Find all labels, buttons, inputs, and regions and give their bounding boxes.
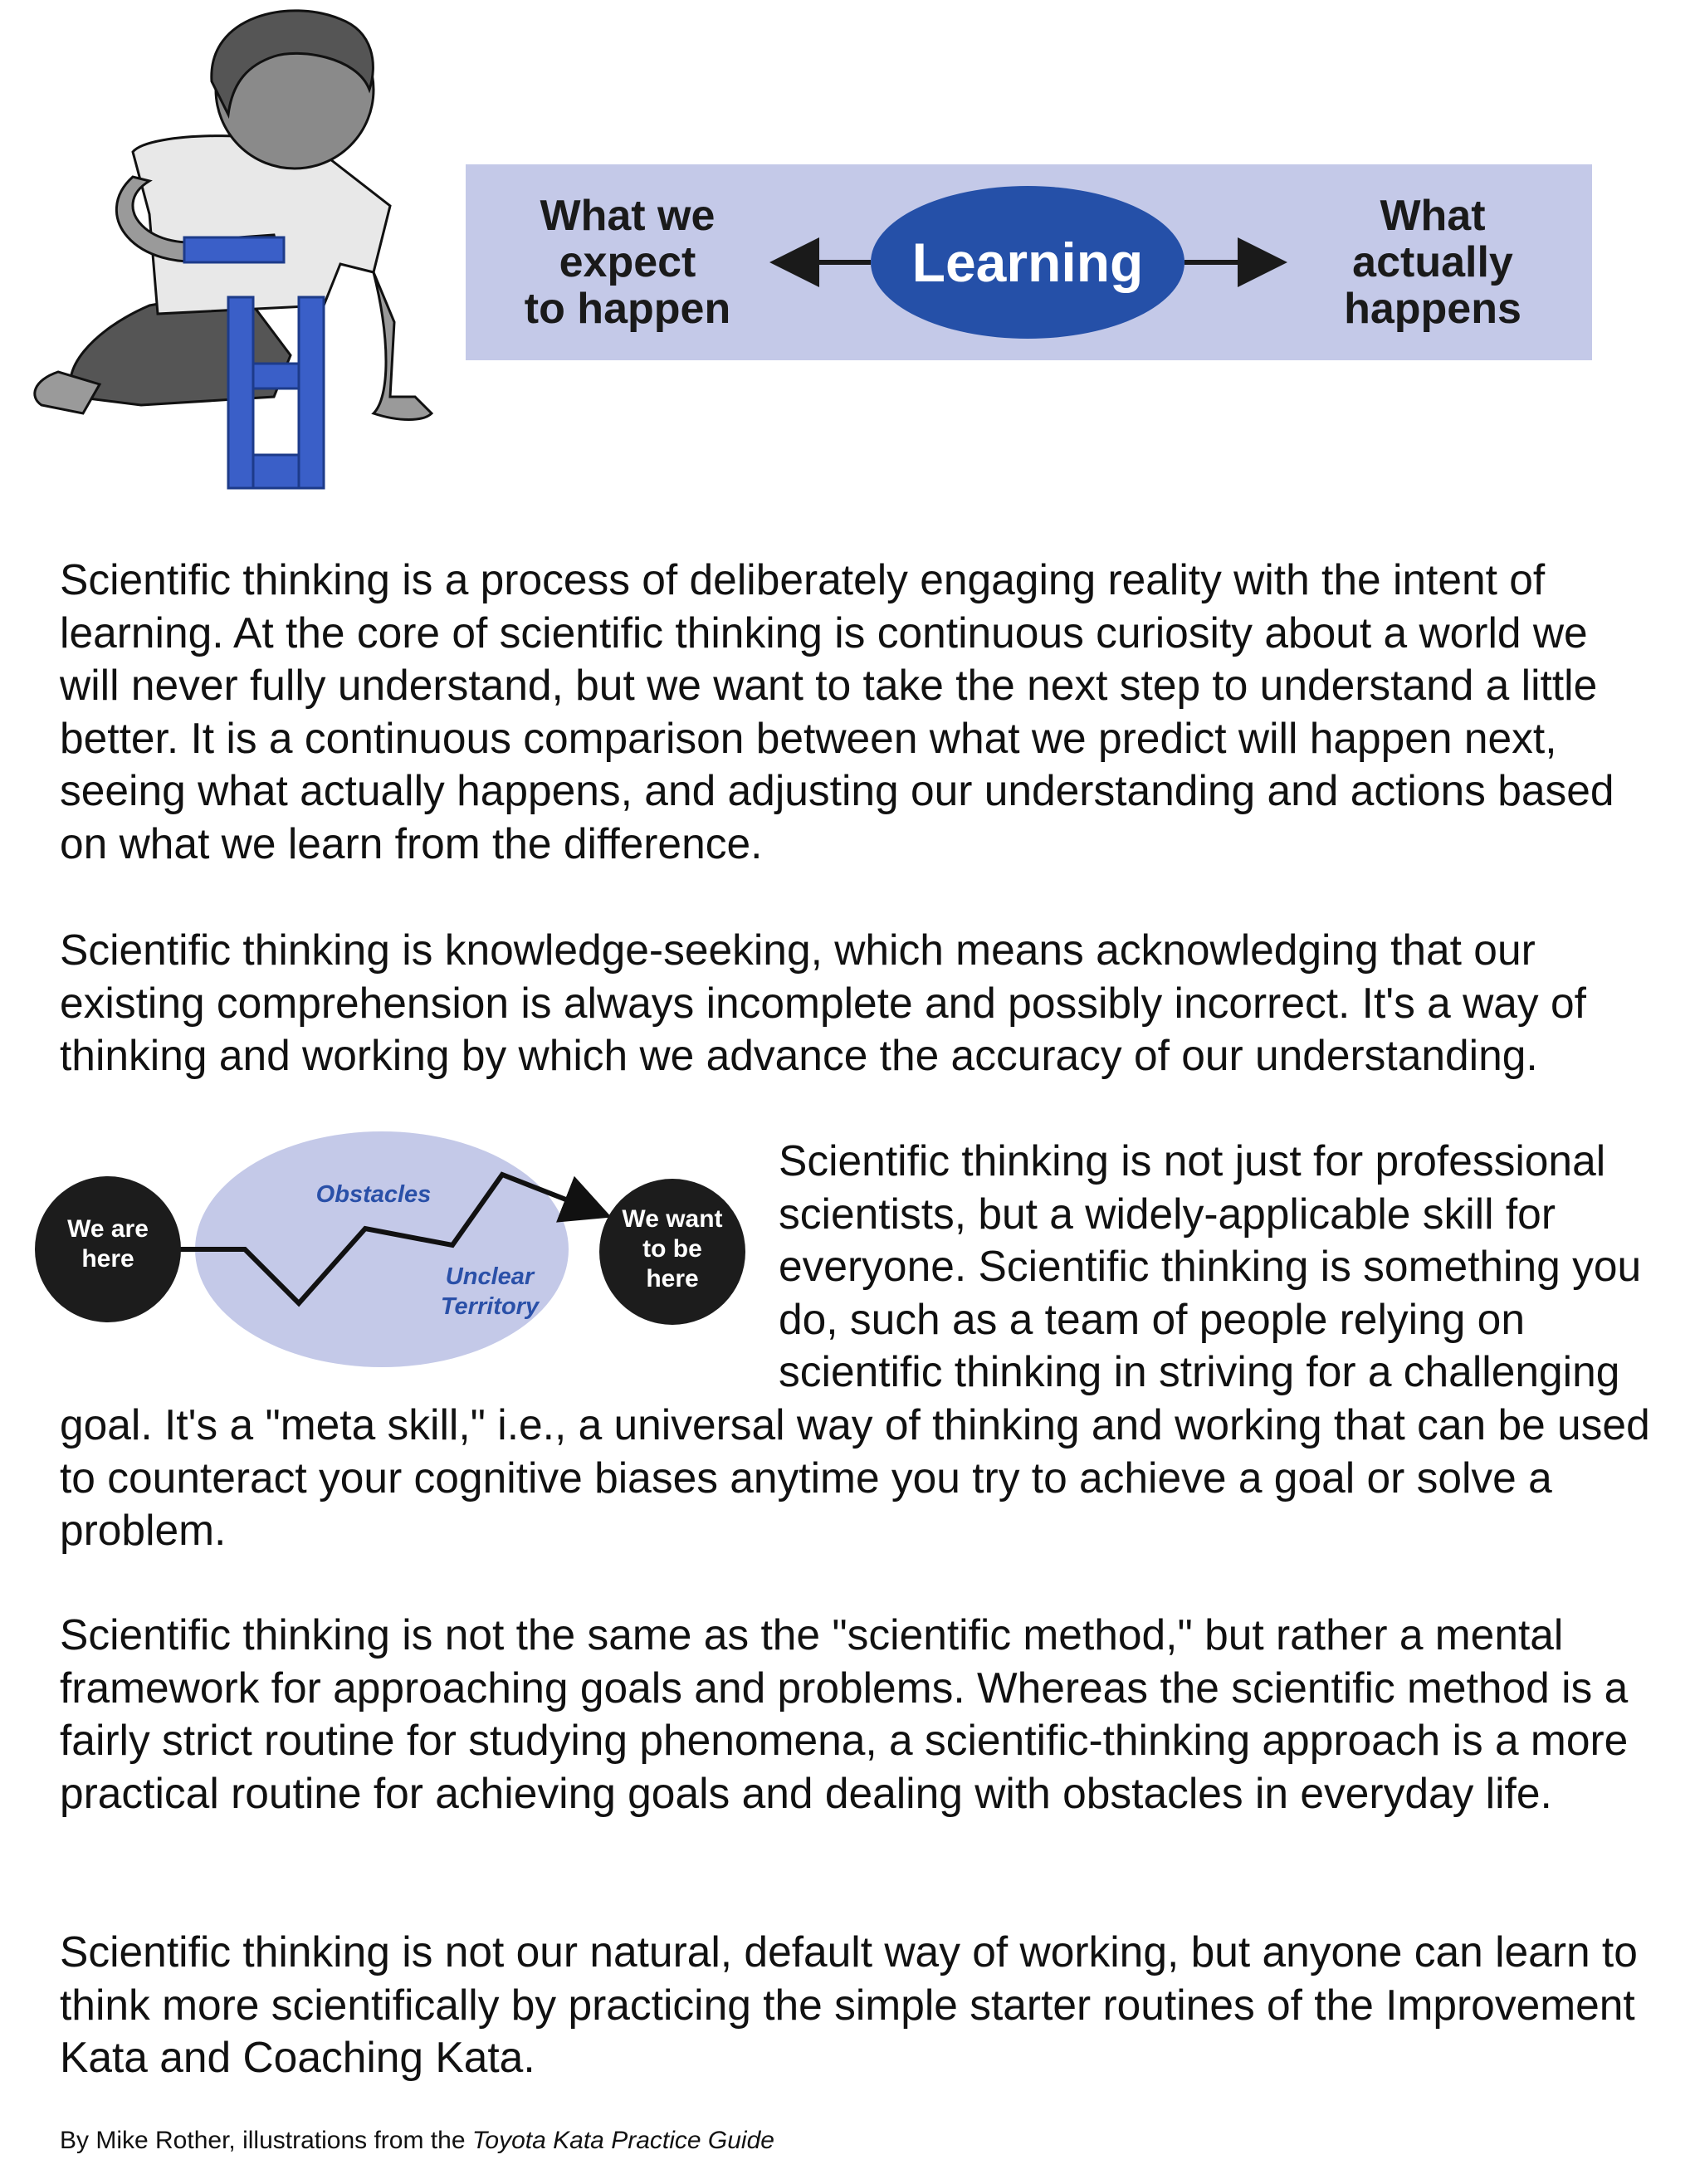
expect-to-happen-label: What we expect to happen bbox=[524, 192, 731, 333]
we-are-here-label: We are here bbox=[67, 1215, 149, 1273]
credit-book-title: Toyota Kata Practice Guide bbox=[471, 2127, 774, 2154]
we-want-to-be-here-label: We want to be here bbox=[622, 1205, 723, 1292]
paragraph-2: Scientific thinking is knowledge-seeking, which means acknowledging that our existing comprehension is always incomplete and possibly incorrect. It's a way of thinking and working by which we advance the accuracy of our understanding. bbox=[60, 926, 1586, 1079]
paragraph-1: Scientific thinking is a process of deliberately engaging reality with the intent of learning. At the core of scientific thinking is continuous curiosity about a world we will never fully understand, but we want to take the next step to understand a little better. It is a continuous comparison between what we predict will happen next, seeing what actually happens, and adjusting our understanding and actions based on what we learn from the difference. bbox=[60, 555, 1614, 867]
paragraph-4: Scientific thinking is not the same as the "scientific method," but rather a mental framework for approaching goals and problems. Whereas the scientific method is a fairly strict routine for studying phenomena, a scientific-thinking approach is a more practical routine for achieving goals and dealing with obstacles in everyday life. bbox=[60, 1610, 1629, 1817]
paragraph-3-continued: goal. It's a "meta skill," i.e., a universal way of thinking and working that can be used to counteract your cognitive biases anytime you try to achieve a goal or solve a problem. bbox=[60, 1400, 1650, 1554]
credit-author: By Mike Rother, illustrations from the bbox=[60, 2127, 472, 2154]
learning-label: Learning bbox=[911, 232, 1144, 293]
paragraph-5: Scientific thinking is not our natural, default way of working, but anyone can learn to think more scientifically by practicing the simple starter routines of the Improvement Kata and Coaching Kata. bbox=[60, 1927, 1638, 2081]
paragraph-3-wrapped: Scientific thinking is not just for professional scientists, but a widely-applicable skill for everyone. Scientific thinking is something you do, such as a team of people relying on scientific thinking in striving for a challenging bbox=[779, 1136, 1642, 1395]
obstacles-label: Obstacles bbox=[315, 1181, 432, 1208]
footer-credit bbox=[60, 2127, 774, 2155]
unclear-territory-label: Unclear Territory bbox=[440, 1263, 540, 1320]
child-stacking-blocks-illustration bbox=[25, 7, 440, 496]
path-to-goal-diagram bbox=[33, 1129, 764, 1378]
learning-banner bbox=[466, 164, 1592, 360]
actually-happens-label: What actually happens bbox=[1344, 192, 1521, 333]
